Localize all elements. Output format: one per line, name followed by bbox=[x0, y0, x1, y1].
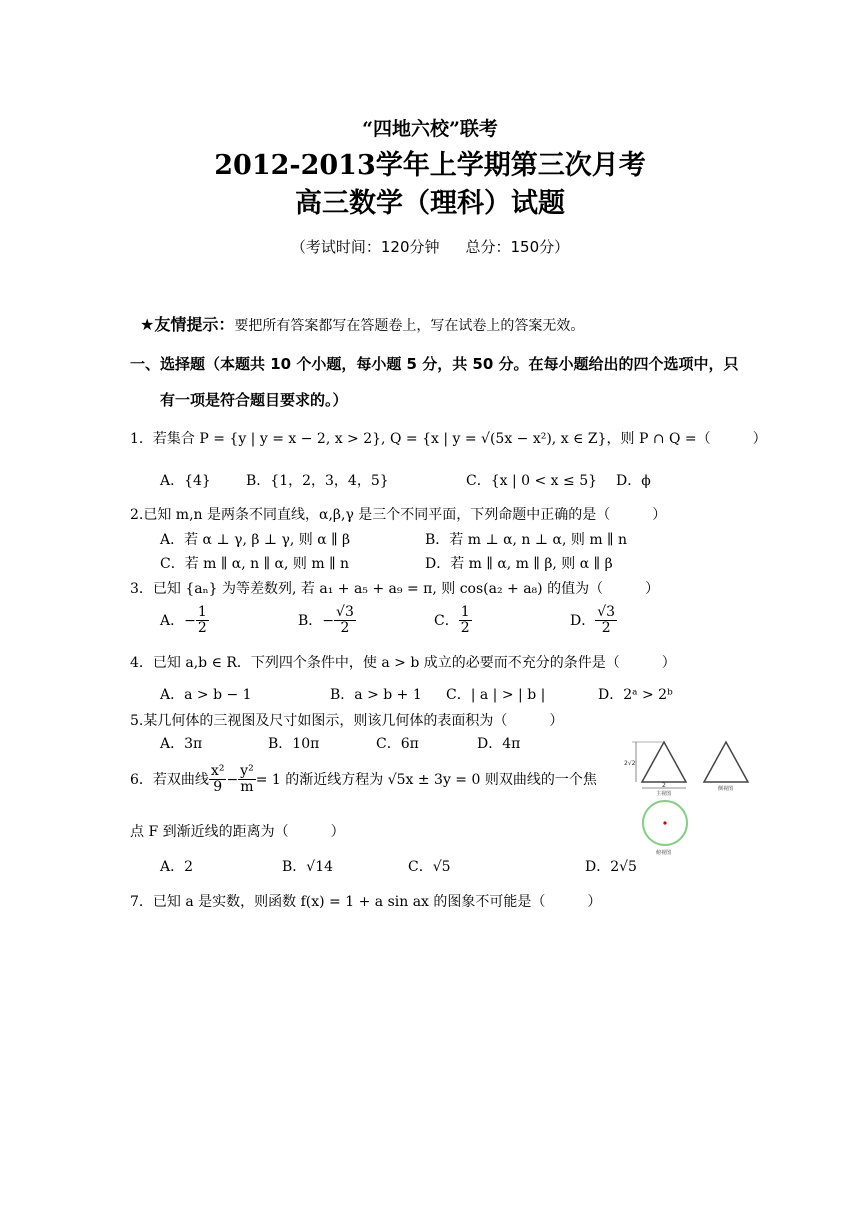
fraction bbox=[595, 605, 617, 637]
exam-meta bbox=[0, 236, 860, 257]
question-3-option-b bbox=[298, 605, 356, 637]
side-view-triangle bbox=[704, 742, 748, 782]
question-5-option-d: D．4π bbox=[477, 736, 521, 752]
width-dimension-label: 2 bbox=[662, 782, 666, 789]
fraction bbox=[196, 605, 209, 637]
question-6-suffix: = 1 的渐近线方程为 √5x ± 3y = 0 则双曲线的一个焦 bbox=[255, 771, 597, 788]
option-label: B． bbox=[298, 612, 323, 629]
question-3-option-a bbox=[160, 605, 209, 637]
front-view-triangle bbox=[642, 742, 686, 782]
question-6-option-d: D．2√5 bbox=[585, 859, 637, 875]
question-4-stem: 4．已知 a,b ∈ R．下列四个条件中，使 a > b 成立的必要而不充分的条件是（ ） bbox=[130, 655, 676, 671]
question-3-option-d bbox=[570, 605, 617, 637]
question-2-stem: 2.已知 m,n 是两条不同直线，α,β,γ 是三个不同平面，下列命题中正确的是（ ） bbox=[130, 507, 667, 523]
question-1-option-d: D．ϕ bbox=[616, 473, 651, 489]
numerator: √3 bbox=[597, 604, 616, 620]
option-label: C． bbox=[434, 612, 459, 629]
top-view-label: 俯视图 bbox=[656, 850, 672, 856]
fraction bbox=[334, 605, 356, 637]
section-heading-line2: 有一项是符合题目要求的。） bbox=[160, 391, 348, 409]
denominator: 2 bbox=[197, 620, 207, 637]
question-4-option-a: A．a > b − 1 bbox=[160, 687, 252, 703]
question-6-line2: 点 F 到渐近线的距离为（ ） bbox=[130, 824, 345, 840]
minus-sign: − bbox=[226, 771, 239, 788]
minus-sign: − bbox=[322, 612, 335, 629]
top-view-center-dot bbox=[663, 821, 666, 824]
front-view-label: 主视图 bbox=[656, 791, 672, 797]
question-1-option-b: B．{1，2，3，4，5} bbox=[246, 473, 389, 489]
numerator: x² bbox=[210, 763, 225, 779]
question-4-option-b: B．a > b + 1 bbox=[330, 687, 422, 703]
question-6-stem bbox=[130, 764, 597, 796]
minus-sign: − bbox=[184, 612, 196, 629]
question-2-option-b: B．若 m ⊥ α, n ⊥ α, 则 m ∥ n bbox=[425, 532, 627, 548]
question-6-option-c: C．√5 bbox=[408, 859, 451, 875]
question-5-stem: 5.某几何体的三视图及尺寸如图示，则该几何体的表面积为（ ） bbox=[130, 713, 564, 729]
question-7-stem: 7．已知 a 是实数，则函数 f(x) = 1 + a sin ax 的图象不可能是（ ） bbox=[130, 894, 602, 910]
numerator: y² bbox=[240, 763, 254, 779]
question-3-option-c bbox=[434, 605, 472, 637]
denominator: 2 bbox=[340, 620, 350, 637]
question-6-option-a: A．2 bbox=[160, 859, 194, 875]
question-6-prefix: 6．若双曲线 bbox=[130, 771, 209, 788]
denominator: 9 bbox=[213, 779, 223, 796]
question-2-option-a: A．若 α ⊥ γ, β ⊥ γ, 则 α ∥ β bbox=[160, 532, 351, 548]
question-2-option-d: D．若 m ∥ α, m ∥ β, 则 α ∥ β bbox=[425, 556, 613, 572]
denominator: 2 bbox=[460, 620, 470, 637]
exam-term-title: 2012-2013学年上学期第三次月考 bbox=[214, 150, 646, 181]
question-1-stem: 1．若集合 P = {y | y = x − 2, x > 2}, Q = {x | y = √(5x − x²), x ∈ Z}，则 P ∩ Q =（ ） bbox=[130, 431, 767, 447]
friendly-tip bbox=[140, 312, 584, 335]
exam-union-title: “四地六校”联考 bbox=[362, 118, 498, 140]
question-2-option-c: C．若 m ∥ α, n ∥ α, 则 m ∥ n bbox=[160, 556, 350, 572]
question-6-option-b: B．√14 bbox=[282, 859, 334, 875]
option-label: D． bbox=[570, 612, 596, 629]
section-heading-line1: 一、选择题（本题共 10 个小题，每小题 5 分，共 50 分。在每小题给出的四个选项中，只 bbox=[130, 355, 739, 373]
fraction bbox=[459, 605, 472, 637]
question-4-option-d: D．2ᵃ > 2ᵇ bbox=[598, 687, 673, 703]
denominator: 2 bbox=[601, 620, 611, 637]
fraction-y2-over-m bbox=[238, 764, 256, 796]
denominator: m bbox=[240, 779, 254, 796]
question-5-option-c: C．6π bbox=[376, 736, 419, 752]
question-5-option-a: A．3π bbox=[160, 736, 203, 752]
height-dimension-label: 2√2 bbox=[624, 760, 636, 767]
numerator: √3 bbox=[336, 604, 354, 620]
exam-total-score: 总分：150分） bbox=[465, 238, 570, 256]
numerator: 1 bbox=[460, 604, 470, 620]
question-5-option-b: B．10π bbox=[268, 736, 320, 752]
question-1-option-c: C．{x | 0 < x ≤ 5} bbox=[466, 473, 598, 489]
side-view-label: 侧视图 bbox=[718, 786, 734, 792]
question-1-option-a: A．{4} bbox=[160, 473, 211, 489]
question-3-stem: 3．已知 {aₙ} 为等差数列, 若 a₁ + a₅ + a₉ = π, 则 cos(a₂ + a₈) 的值为（ ） bbox=[130, 581, 660, 597]
exam-subject-title: 高三数学（理科）试题 bbox=[295, 188, 565, 219]
fraction-x2-over-9 bbox=[209, 764, 227, 796]
numerator: 1 bbox=[197, 604, 207, 620]
tip-label: ★友情提示： bbox=[140, 315, 235, 334]
tip-text: 要把所有答案都写在答题卷上，写在试卷上的答案无效。 bbox=[234, 318, 585, 334]
option-label: A． bbox=[160, 612, 185, 629]
question-4-option-c: C．| a | > | b | bbox=[446, 687, 546, 703]
three-view-figure bbox=[622, 738, 756, 862]
exam-time: （考试时间：120分钟 bbox=[290, 238, 440, 256]
